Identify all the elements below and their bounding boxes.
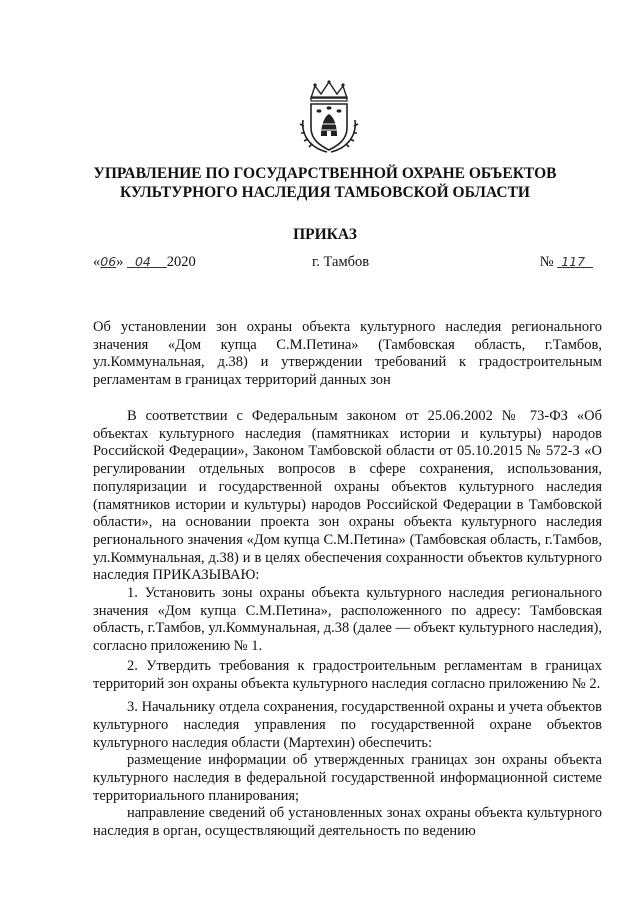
- order-subject: [93, 319, 602, 389]
- preamble-paragraph: В соответствии с Федеральным законом от 25.06.2002 № 73-ФЗ «Об объектах культурного наследия (памятниках истории и культуры) народов Российской Федерации», Законом Тамбовской области от 05.10.2015 № 572-З «О регулировании отдельных вопросов в сфере сохранения, использования, популяризации и государственной охраны объектов культурного наследия (памятников истории и культуры) народов Российской Федерации в Тамбовской области», на основании проекта зон охраны объекта культурного наследия регионального значения «Дом купца С.М.Петина» (Тамбовская область, г.Тамбов, ул.Коммунальная, д.38) и в целях обеспечения сохранности объектов культурного наследия ПРИКАЗЫВАЮ:: [93, 408, 602, 584]
- handwritten-number: 117: [561, 254, 586, 269]
- authority-title-line2: КУЛЬТУРНОГО НАСЛЕДИЯ ТАМБОВСКОЙ ОБЛАСТИ: [120, 184, 530, 201]
- clause-3-item-2: направление сведений об установленных зонах охраны объекта культурного наследия в орган, осуществляющий деятельность по ведению: [93, 805, 602, 840]
- coat-of-arms-icon: [297, 80, 361, 156]
- authority-title-line1: УПРАВЛЕНИЕ ПО ГОСУДАРСТВЕННОЙ ОХРАНЕ ОБЪЕКТОВ: [93, 165, 557, 182]
- date-number-line: [93, 254, 593, 276]
- document-type: ПРИКАЗ: [293, 226, 357, 243]
- order-date: «06» 04 2020: [93, 254, 196, 270]
- subject-text: Об установлении зон охраны объекта культурного наследия регионального значения «Дом купца С.М.Петина» (Тамбовская область, г.Тамбов, ул.Коммунальная, д.38) и утверждении требований к градостроительным регламентам в границах территорий данных зон: [93, 319, 602, 388]
- order-number: № 117: [540, 254, 593, 271]
- handwritten-day: 06: [100, 254, 117, 269]
- clause-1: 1. Установить зоны охраны объекта культурного наследия регионального значения «Дом купца С.М.Петина», расположенного по адресу: Тамбовская область, г.Тамбов, ул.Коммунальная, д.38 (далее — объект культурного наследия), согласно приложению № 1.: [93, 585, 602, 655]
- order-year: 2020: [166, 254, 196, 270]
- order-body: [93, 408, 602, 841]
- handwritten-month: 04: [134, 254, 151, 269]
- clause-3: 3. Начальнику отдела сохранения, государственной охраны и учета объектов культурного наследия управления по государственной охране объектов культурного наследия области (Мартехин) обеспечить:: [93, 699, 602, 751]
- city: г. Тамбов: [312, 254, 370, 270]
- clause-2: 2. Утвердить требования к градостроительным регламентам в границах территорий зон охраны объекта культурного наследия согласно приложению № 2.: [93, 657, 602, 692]
- clause-3-item-1: размещение информации об утвержденных границах зон охраны объекта культурного наследия в федеральной государственной информационной системе территориального планирования;: [93, 752, 602, 804]
